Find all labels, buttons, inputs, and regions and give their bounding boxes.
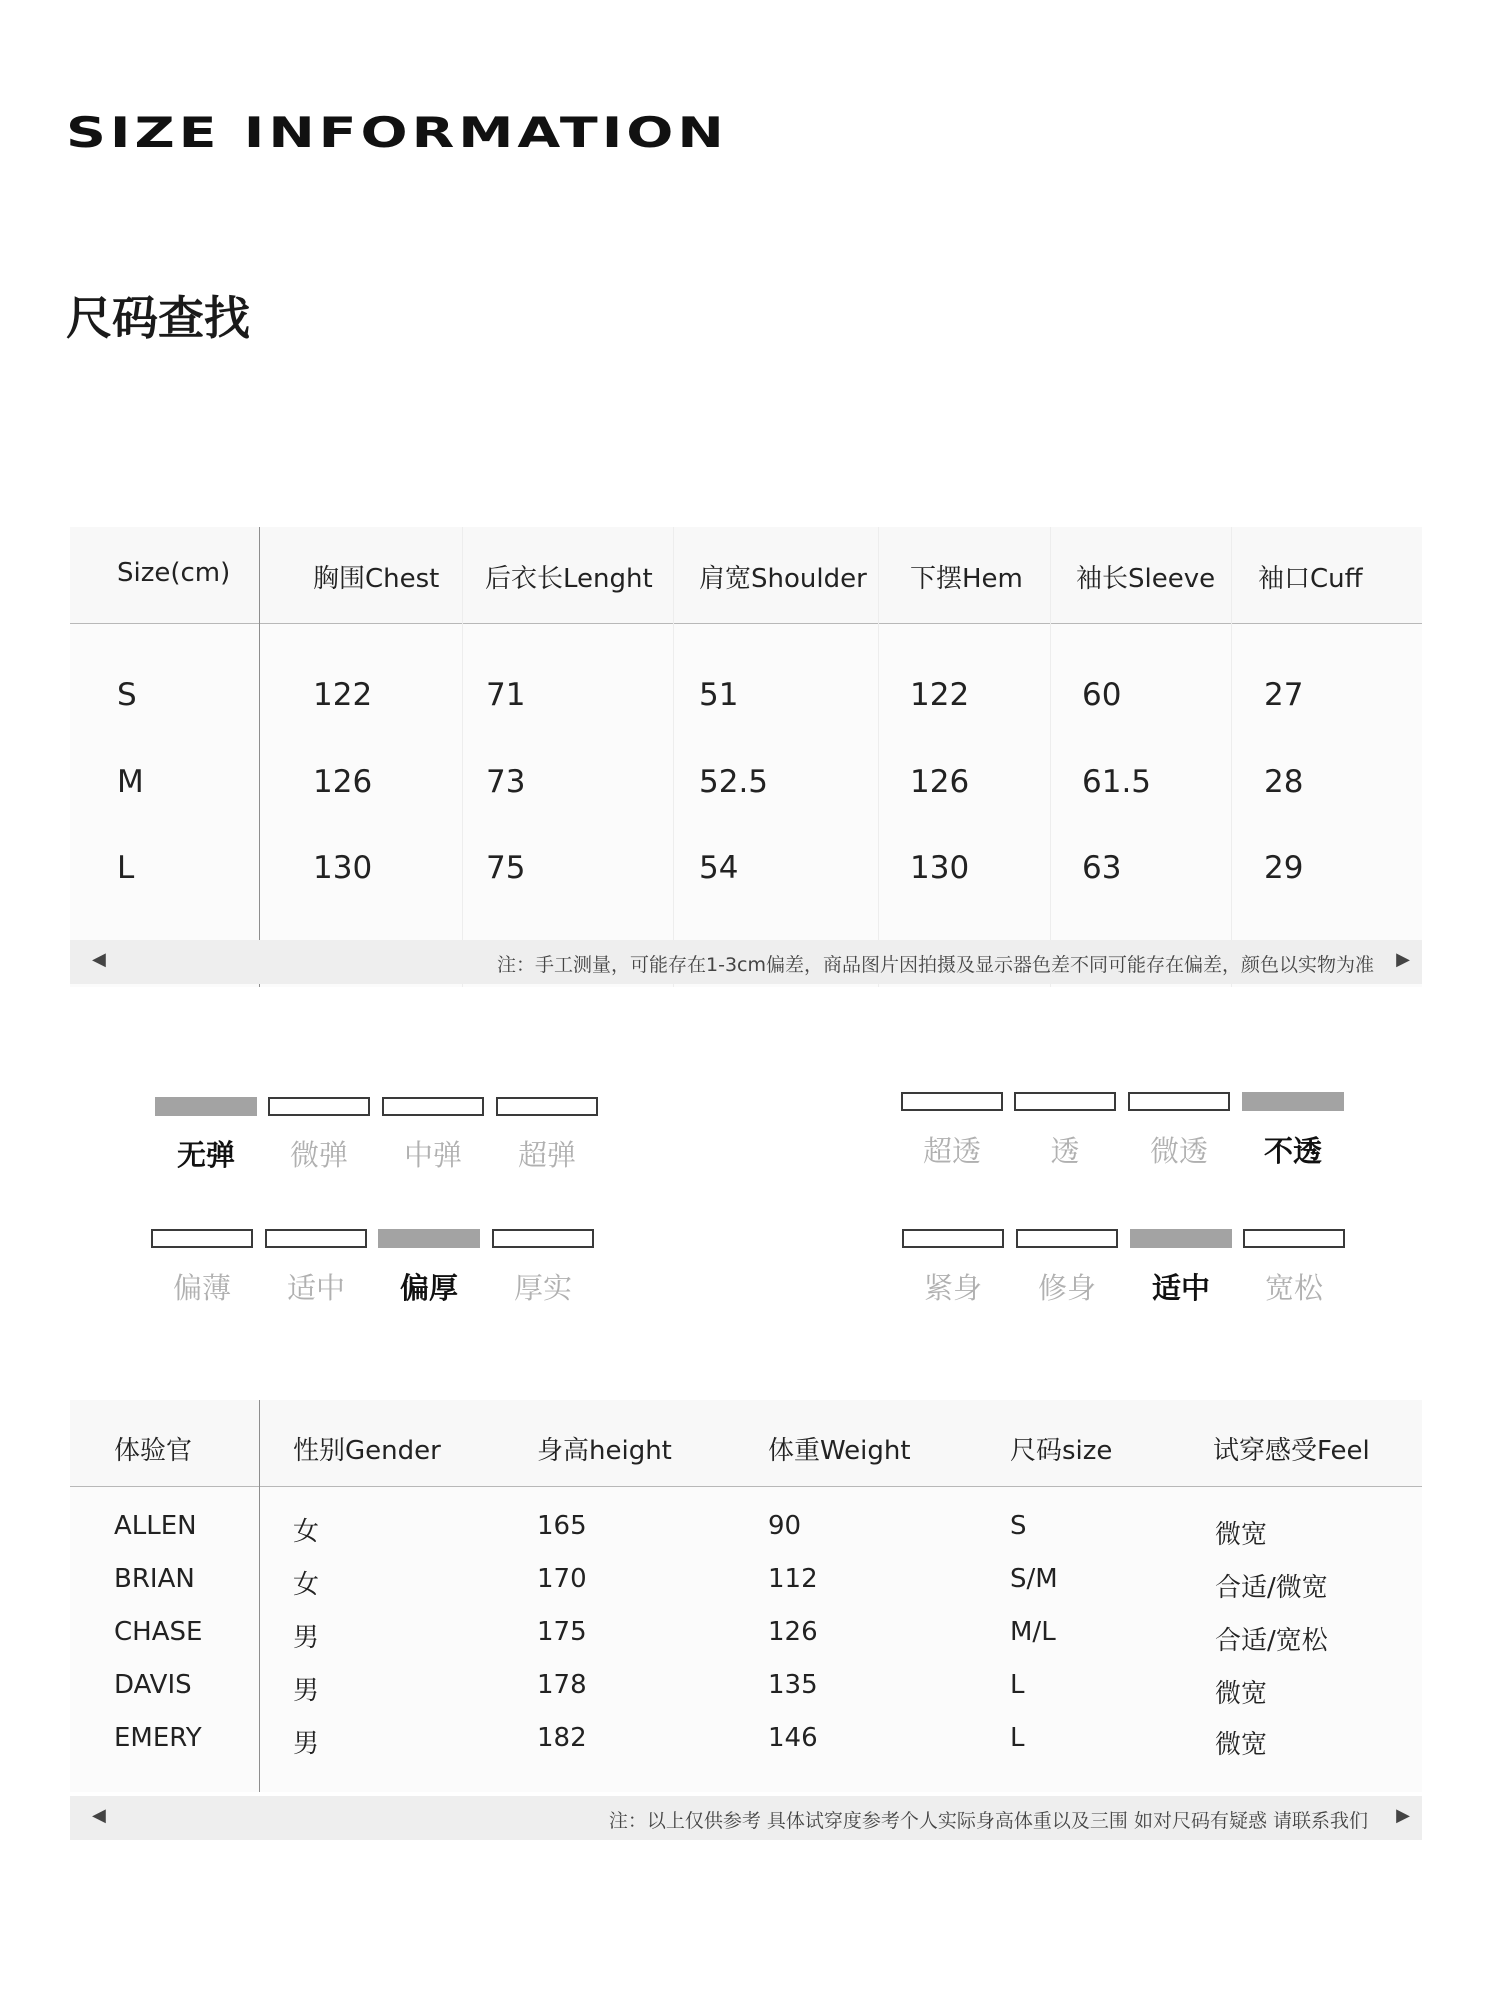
- scale-segment: [382, 1097, 484, 1116]
- column-header: 肩宽Shoulder: [699, 564, 867, 594]
- table-cell: 51: [699, 677, 739, 713]
- column-divider: [462, 527, 463, 987]
- column-divider: [259, 1400, 260, 1792]
- column-header: 后衣长Lenght: [485, 564, 653, 594]
- table-cell: 126: [313, 764, 373, 800]
- scale-segment: [151, 1229, 253, 1248]
- table-cell: 135: [768, 1670, 818, 1700]
- table-cell: 微宽: [1215, 1520, 1268, 1550]
- table-cell: L: [1010, 1670, 1025, 1700]
- table-cell: 182: [537, 1723, 587, 1753]
- scale-label: 偏薄: [172, 1271, 231, 1305]
- scale-segment: [155, 1097, 257, 1116]
- column-header: 袖长Sleeve: [1076, 564, 1216, 594]
- scale-segment: [1014, 1092, 1116, 1111]
- section-title: 尺码查找: [66, 291, 250, 345]
- scale-segment: [902, 1229, 1004, 1248]
- table-cell: 126: [910, 764, 970, 800]
- table-cell: 73: [486, 764, 526, 800]
- table-cell: 75: [486, 850, 526, 886]
- table-cell: 女: [293, 1517, 320, 1547]
- column-header: 身高height: [537, 1436, 672, 1466]
- column-header: 体重Weight: [768, 1436, 911, 1466]
- scale-segment: [1128, 1092, 1230, 1111]
- scroll-left-icon[interactable]: ◀: [92, 949, 106, 970]
- scale-label: 超透: [922, 1134, 981, 1168]
- table-cell: 微宽: [1215, 1679, 1268, 1709]
- table-cell: 女: [293, 1570, 320, 1600]
- size-table: [70, 527, 1422, 987]
- size-cell: L: [117, 850, 135, 886]
- tester-name: CHASE: [114, 1617, 203, 1647]
- table-cell: 60: [1082, 677, 1122, 713]
- scale-label: 透: [1050, 1134, 1080, 1168]
- table-cell: M/L: [1010, 1617, 1056, 1647]
- table-cell: 175: [537, 1617, 587, 1647]
- column-divider: [673, 527, 674, 987]
- table-cell: 165: [537, 1511, 587, 1541]
- page-title: SIZE INFORMATION: [66, 108, 728, 157]
- table-cell: 男: [293, 1623, 320, 1653]
- scroll-left-icon[interactable]: ◀: [92, 1805, 106, 1826]
- table-cell: 130: [313, 850, 373, 886]
- scale-label: 适中: [286, 1271, 345, 1305]
- table-cell: 112: [768, 1564, 818, 1594]
- scale-segment: [1130, 1229, 1232, 1248]
- tester-name: BRIAN: [114, 1564, 195, 1594]
- tester-table: [70, 1400, 1422, 1792]
- tester-name: ALLEN: [114, 1511, 197, 1541]
- column-divider: [878, 527, 879, 987]
- scale-label: 紧身: [923, 1271, 982, 1305]
- column-divider: [259, 527, 260, 987]
- table-cell: 52.5: [699, 764, 769, 800]
- scale-label: 适中: [1151, 1271, 1210, 1305]
- table-cell: 27: [1264, 677, 1304, 713]
- scale-segment: [1243, 1229, 1345, 1248]
- column-header: 尺码size: [1010, 1436, 1113, 1466]
- scale-label: 微透: [1149, 1134, 1208, 1168]
- scale-label: 厚实: [513, 1271, 572, 1305]
- table-cell: 合适/宽松: [1215, 1626, 1328, 1656]
- scale-segment: [901, 1092, 1003, 1111]
- scale-label: 不透: [1263, 1134, 1322, 1168]
- table-cell: 126: [768, 1617, 818, 1647]
- column-header: 下摆Hem: [910, 564, 1023, 594]
- scale-label: 微弹: [289, 1138, 348, 1172]
- table-cell: 122: [910, 677, 970, 713]
- table-cell: 28: [1264, 764, 1304, 800]
- table-cell: L: [1010, 1723, 1025, 1753]
- reference-note: 注：以上仅供参考 具体试穿度参考个人实际身高体重以及三围 如对尺码有疑惑 请联系我们: [608, 1810, 1368, 1832]
- scale-label: 中弹: [403, 1138, 462, 1172]
- table-cell: 合适/微宽: [1215, 1573, 1328, 1603]
- table-cell: 71: [486, 677, 526, 713]
- tester-note-bar: [70, 1796, 1422, 1840]
- column-header: Size(cm): [117, 558, 231, 588]
- table-cell: 男: [293, 1676, 320, 1706]
- scroll-right-icon[interactable]: ▶: [1396, 1805, 1410, 1826]
- scroll-right-icon[interactable]: ▶: [1396, 949, 1410, 970]
- scale-label: 偏厚: [399, 1271, 458, 1305]
- column-divider: [1231, 527, 1232, 987]
- scale-segment: [378, 1229, 480, 1248]
- table-cell: 178: [537, 1670, 587, 1700]
- scale-label: 修身: [1037, 1271, 1096, 1305]
- table-cell: 122: [313, 677, 373, 713]
- scale-segment: [1242, 1092, 1344, 1111]
- table-cell: S: [1010, 1511, 1027, 1541]
- scale-label: 超弹: [517, 1138, 576, 1172]
- scale-label: 宽松: [1264, 1271, 1323, 1305]
- column-header: 袖口Cuff: [1258, 564, 1363, 594]
- scale-segment: [496, 1097, 598, 1116]
- size-note-bar: [70, 940, 1422, 984]
- scale-label: 无弹: [176, 1138, 235, 1172]
- column-divider: [1050, 527, 1051, 987]
- scale-segment: [492, 1229, 594, 1248]
- table-cell: S/M: [1010, 1564, 1058, 1594]
- scale-segment: [1016, 1229, 1118, 1248]
- scale-segment: [265, 1229, 367, 1248]
- column-header: 胸围Chest: [313, 564, 440, 594]
- table-cell: 90: [768, 1511, 802, 1541]
- tester-name: DAVIS: [114, 1670, 192, 1700]
- table-cell: 29: [1264, 850, 1304, 886]
- scale-segment: [268, 1097, 370, 1116]
- table-cell: 微宽: [1215, 1730, 1268, 1760]
- table-cell: 130: [910, 850, 970, 886]
- table-cell: 63: [1082, 850, 1122, 886]
- table-cell: 54: [699, 850, 739, 886]
- table-cell: 170: [537, 1564, 587, 1594]
- column-header: 试穿感受Feel: [1213, 1436, 1370, 1466]
- table-cell: 61.5: [1082, 764, 1152, 800]
- column-header: 体验官: [114, 1436, 193, 1466]
- table-cell: 男: [293, 1729, 320, 1759]
- size-cell: M: [117, 764, 144, 800]
- measurement-note: 注：手工测量，可能存在1-3cm偏差，商品图片因拍摄及显示器色差不同可能存在偏差，颜色以实物为准: [497, 954, 1374, 976]
- size-cell: S: [117, 677, 137, 713]
- column-header: 性别Gender: [293, 1436, 441, 1466]
- tester-name: EMERY: [114, 1723, 202, 1753]
- table-cell: 146: [768, 1723, 818, 1753]
